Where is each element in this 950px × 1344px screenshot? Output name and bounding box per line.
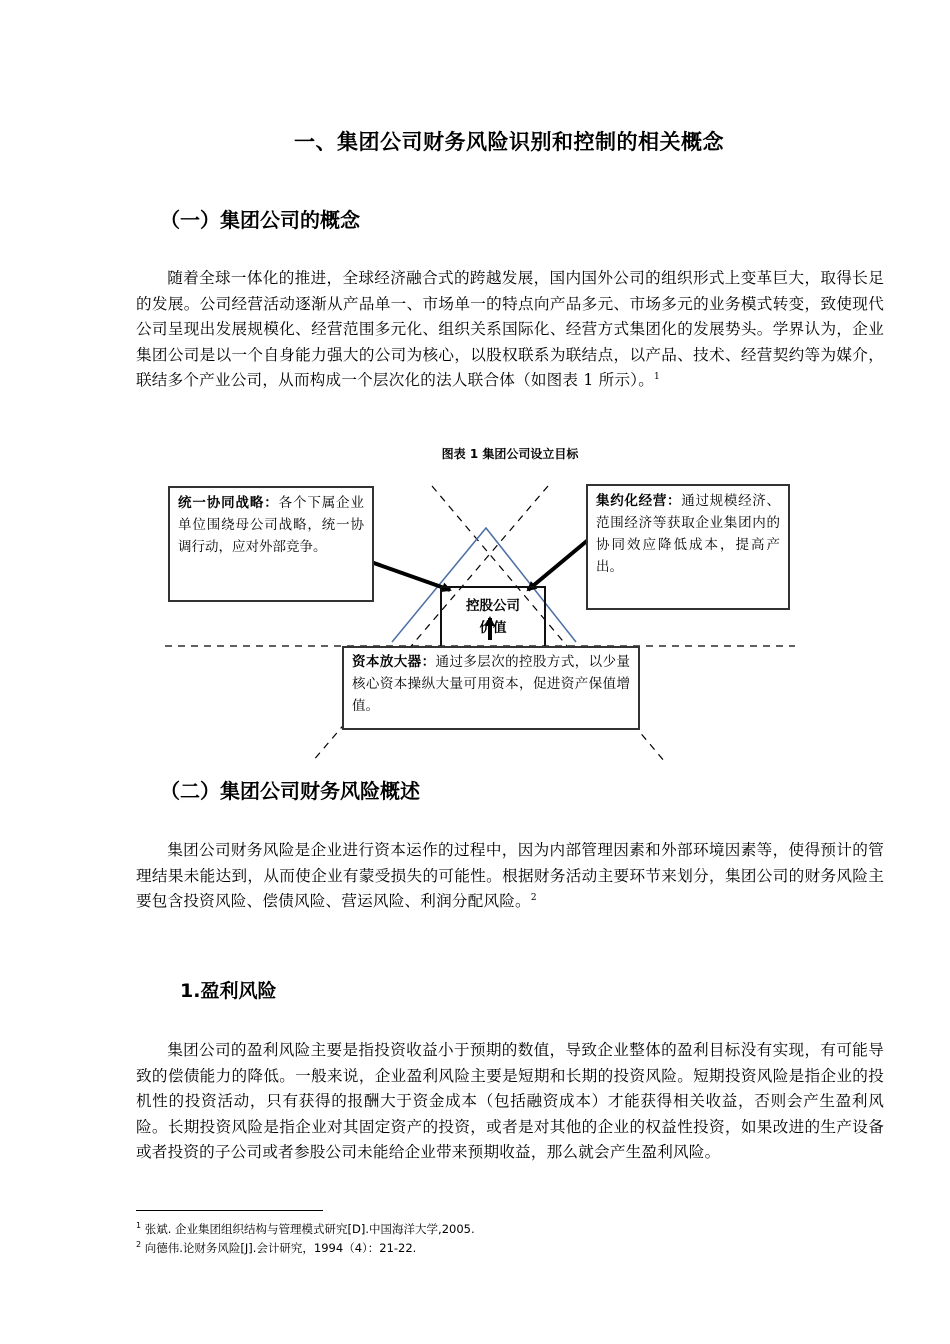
footnote-1-text: 张斌. 企业集团组织结构与管理模式研究[D].中国海洋大学,2005. <box>144 1221 475 1236</box>
subsection-title-1: （一）集团公司的概念 <box>160 208 360 232</box>
center-box-line1: 控股公司 <box>466 598 520 614</box>
bottom-box-capital-amplifier <box>342 646 640 730</box>
bottom-box-text: 通过多层次的控股方式，以少量核心资本操纵大量可用资本，促进资产保值增值。 <box>352 654 631 714</box>
left-box-unified-strategy <box>168 486 374 602</box>
right-box-intensive-management <box>586 484 790 610</box>
arrow-right <box>528 540 588 590</box>
group-company-diagram <box>0 470 950 770</box>
paragraph-1 <box>136 266 884 394</box>
center-box-line2: 价值 <box>479 620 507 636</box>
section-title: 一、集团公司财务风险识别和控制的相关概念 <box>294 130 724 154</box>
right-box-title: 集约化经营： <box>596 493 682 509</box>
figure-caption: 图表 1 集团公司设立目标 <box>441 447 579 461</box>
paragraph-1-text: 随着全球一体化的推进，全球经济融合式的跨越发展，国内国外公司的组织形式上变革巨大，取得长足的发展。公司经营活动逐渐从产品单一、市场单一的特点向产品多元、市场多元的业务模式转变，致使现代公司呈现出发展规模化、经营范围多元化、组织关系国际化、经营方式集团化的发展势头。学界认为，企业集团公司是以一个自身能力强大的公司为核心，以股权联系为联结点，以产品、技术、经营契约等为媒介，联结多个产业公司，从而构成一个层次化的法人联合体（如图表 1 所示）。 <box>136 269 884 389</box>
footnote-2-num: 2 <box>136 1240 142 1249</box>
right-box-text: 通过规模经济、范围经济等获取企业集团内的协同效应降低成本，提高产出。 <box>596 493 780 575</box>
subsection-title-3: 1.盈利风险 <box>180 980 277 1002</box>
paragraph-2 <box>136 838 884 915</box>
left-box-text: 各个下属企业单位围绕母公司战略，统一协调行动，应对外部竞争。 <box>178 495 364 555</box>
subsection-title-2: （二）集团公司财务风险概述 <box>160 779 420 803</box>
footnote-ref-1[interactable]: 1 <box>654 371 660 382</box>
paragraph-2-text: 集团公司财务风险是企业进行资本运作的过程中，因为内部管理因素和外部环境因素等，使得预计的管理结果未能达到，从而使企业有蒙受损失的可能性。根据财务活动主要环节来划分，集团公司的财务风险主要包含投资风险、偿债风险、营运风险、利润分配风险。 <box>136 841 884 910</box>
left-box-title: 统一协同战略： <box>178 495 279 511</box>
center-box-holding-company-value <box>440 586 546 648</box>
footnote-ref-2[interactable]: 2 <box>530 892 537 903</box>
footnote-separator <box>136 1210 323 1211</box>
paragraph-3: 集团公司的盈利风险主要是指投资收益小于预期的数值，导致企业整体的盈利目标没有实现，有可能导致的偿债能力的降低。一般来说，企业盈利风险主要是短期和长期的投资风险。短期投资风险是指企业的投机性的投资活动，只有获得的报酬大于资金成本（包括融资成本）才能获得相关收益，否则会产生盈利风险。长期投资风险是指企业对其固定资产的投资，或者是对其他的企业的权益性投资，如果改进的生产设备或者投资的子公司或者参股公司未能给企业带来预期收益，那么就会产生盈利风险。 <box>136 1041 884 1161</box>
footnote-1-num: 1 <box>136 1221 142 1230</box>
footnote-1 <box>136 1217 475 1238</box>
footnote-2 <box>136 1236 416 1257</box>
footnote-2-text: 向德伟.论财务风险[J].会计研究，1994（4）：21-22. <box>144 1240 417 1255</box>
bottom-box-title: 资本放大器： <box>352 654 436 670</box>
